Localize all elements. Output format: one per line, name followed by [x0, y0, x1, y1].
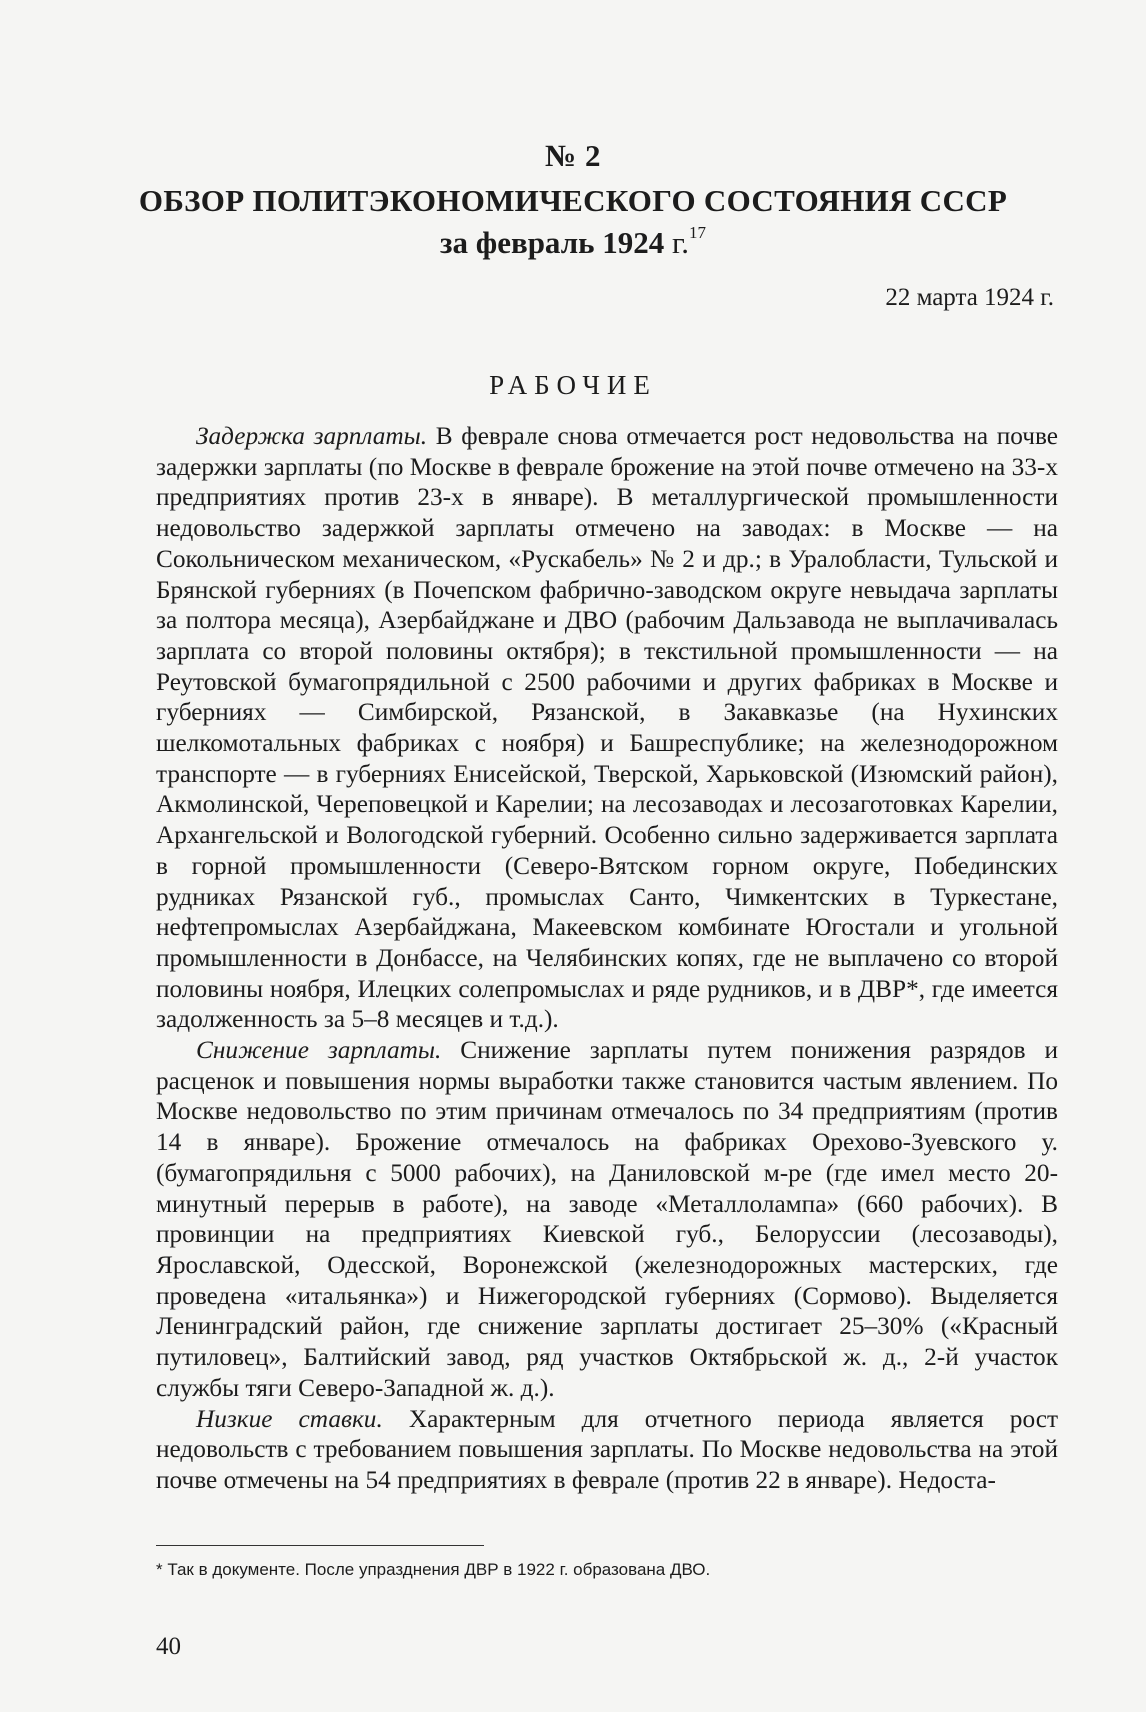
- paragraph-lead: Низкие ставки.: [196, 1404, 383, 1433]
- body-text: [156, 421, 1058, 1496]
- footnote-divider: [156, 1545, 484, 1546]
- paragraph-lead: Снижение зарплаты.: [196, 1036, 442, 1065]
- section-heading: РАБОЧИЕ: [489, 370, 657, 400]
- paragraph-wage-delay: [156, 421, 1058, 1035]
- subtitle-note-ref: 17: [688, 222, 706, 242]
- document-subtitle: [0, 222, 1146, 261]
- footnote: * Так в документе. После упразднения ДВР в 1922 г. образована ДВО.: [156, 1560, 711, 1579]
- paragraph-text: Снижение зарплаты путем понижения разрядов и расценок и повышения нормы выработки также становится частым явлением. По Москве недовольство по этим причинам отмечалось по 34 предприятиям (против 14 в январе). Брожение отмечалось на фабриках Орехово-Зуевского у. (бумагопрядильня с 5000 рабочих), на Даниловской м-ре (где имел место 20-минутный перерыв в работе), на заводе «Металлолампа» (660 рабочих). В провинции на предприятиях Киевской губ., Белоруссии (лесозаводы), Ярославской, Одесской, Воронежской (железнодорожных мастерских, где проведена «итальянка») и Нижегородской губерниях (Сормово). Выделяется Ленинградский район, где снижение зарплаты достигает 25–30% («Красный путиловец», Балтийский завод, ряд участков Октябрьской ж. д., 2-й участок службы тяги Северо-Западной ж. д.).: [156, 1036, 1059, 1402]
- paragraph-wage-cut: [156, 1035, 1058, 1403]
- subtitle-period: за февраль 1924: [440, 225, 665, 260]
- paragraph-low-rates: [156, 1404, 1058, 1496]
- document-title: ОБЗОР ПОЛИТЭКОНОМИЧЕСКОГО СОСТОЯНИЯ СССР: [138, 183, 1008, 218]
- paragraph-text: Характерным для отчетного периода является рост недовольств с требованием повышения зарплаты. По Москве недовольства на этой почве отмечены на 54 предприятиях в феврале (против 22 в январе). Недоста-: [156, 1404, 1059, 1494]
- page-number: 40: [156, 1633, 181, 1660]
- subtitle-year-suffix: г.: [664, 225, 689, 260]
- paragraph-text: В феврале снова отмечается рост недовольства на почве задержки зарплаты (по Москве в феврале брожение на этой почве отмечено на 33-х предприятиях против 23-х в январе). В металлургической промышленности недовольство задержкой зарплаты отмечено на заводах: в Москве — на Сокольническом механическом, «Рускабель» № 2 и др.; в Уралобласти, Тульской и Брянской губерниях (в Почепском фабрично-заводском округе невыдача зарплаты за полтора месяца), Азербайджане и ДВО (рабочим Дальзавода не выплачивалась зарплата со второй половины октября); в текстильной промышленности — на Реутовской бумагопрядильной с 2500 рабочими и других фабриках в Москве и губерниях — Симбирской, Рязанской, в Закавказье (на Нухинских шелкомотальных фабриках с ноября) и Башреспублике; на железнодорожном транспорте — в губерниях Енисейской, Тверской, Харьковской (Изюмский район), Акмолинской, Череповецкой и Карелии; на лесозаводах и лесозаготовках Карелии, Архангельской и Вологодской губерний. Особенно сильно задерживается зарплата в горной промышленности (Северо-Вятском горном округе, Побединских рудниках Рязанской губ., промыслах Санто, Чимкентских в Туркестане, нефтепромыслах Азербайджана, Макеевском комбинате Югостали и угольной промышленности в Донбассе, на Челябинских копях, где не выплачено со второй половины ноября, Илецких солепромыслах и ряде рудников, и в ДВР*, где имеется задолженность за 5–8 месяцев и т.д.).: [156, 422, 1058, 1034]
- document-number: № 2: [545, 138, 601, 173]
- document-date: 22 марта 1924 г.: [885, 284, 1054, 311]
- paragraph-lead: Задержка зарплаты.: [196, 422, 428, 450]
